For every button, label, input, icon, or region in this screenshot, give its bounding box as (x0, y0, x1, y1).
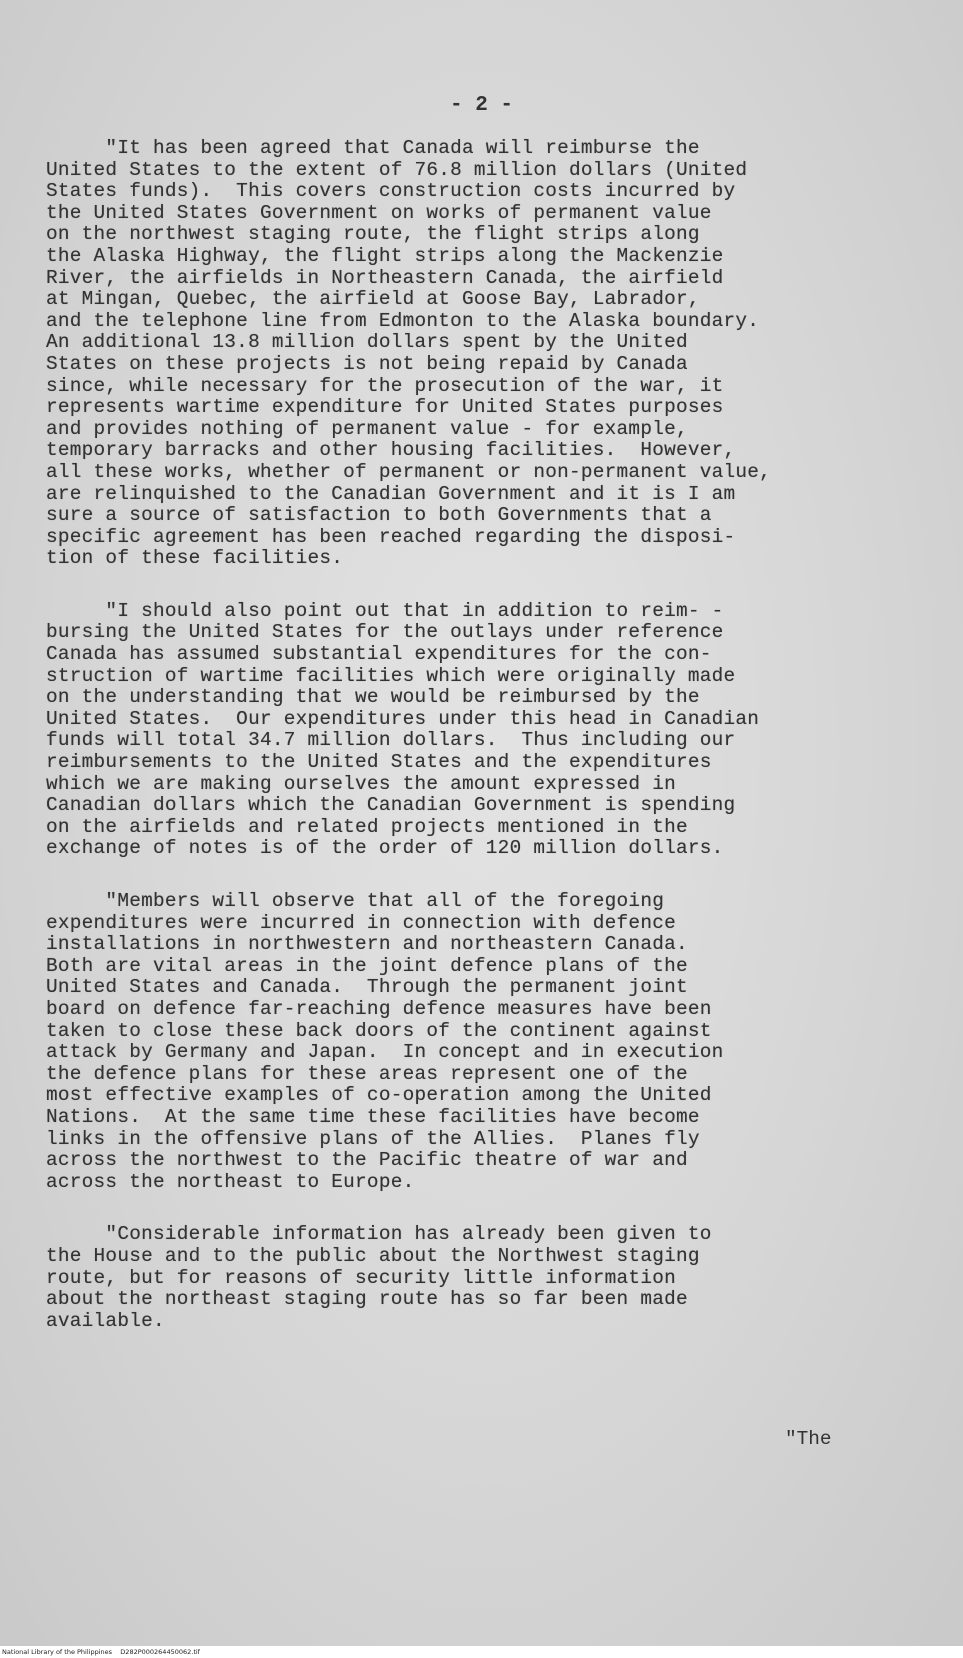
text-line: Nations. At the same time these facilities have become (46, 1105, 700, 1128)
text-line: the defence plans for these areas represent one of the (46, 1062, 688, 1085)
text-line: across the northeast to Europe. (46, 1170, 415, 1193)
text-line: on the understanding that we would be reimbursed by the (46, 686, 700, 709)
text-line: and provides nothing of permanent value - for example, (46, 417, 688, 440)
text-line: specific agreement has been reached regarding the disposi- (46, 525, 736, 548)
text-line: taken to close these back doors of the continent against (46, 1019, 712, 1042)
text-line: attack by Germany and Japan. In concept and in execution (46, 1041, 724, 1064)
text-line: represents wartime expenditure for United States purposes (46, 396, 724, 419)
text-line: at Mingan, Quebec, the airfield at Goose Bay, Labrador, (46, 288, 700, 311)
paragraph-canadian-expenditures (46, 601, 926, 860)
text-line: River, the airfields in Northeastern Canada, the airfield (46, 266, 724, 289)
text-line: sure a source of satisfaction to both Governments that a (46, 504, 712, 527)
text-line: temporary barracks and other housing facilities. However, (46, 439, 736, 462)
text-line: board on defence far-reaching defence measures have been (46, 997, 712, 1020)
text-line: "Considerable information has already been given to (46, 1223, 712, 1246)
text-line: and the telephone line from Edmonton to the Alaska boundary. (46, 309, 760, 332)
paragraph-reimbursement (46, 138, 926, 570)
text-line: "It has been agreed that Canada will reimburse the (46, 137, 700, 159)
text-line: funds will total 34.7 million dollars. Thus including our (46, 729, 736, 752)
text-line: "Members will observe that all of the foregoing (46, 890, 665, 912)
scan-footer (0, 1646, 963, 1658)
text-line: Both are vital areas in the joint defence plans of the (46, 954, 688, 977)
text-line: most effective examples of co-operation among the United (46, 1084, 712, 1107)
paragraph-defence-installations (46, 891, 926, 1193)
text-line: United States to the extent of 76.8 million dollars (United (46, 158, 748, 181)
text-line: Canada has assumed substantial expenditures for the con- (46, 643, 712, 666)
text-line: States funds). This covers construction costs incurred by (46, 180, 736, 203)
document-body (46, 138, 926, 1363)
text-line: installations in northwestern and northeastern Canada. (46, 933, 688, 956)
text-line: United States. Our expenditures under this head in Canadian (46, 707, 760, 730)
page-number: - 2 - (449, 94, 513, 117)
text-line: the Alaska Highway, the flight strips along the Mackenzie (46, 244, 724, 267)
text-line: struction of wartime facilities which were originally made (46, 664, 736, 687)
text-line: route, but for reasons of security little information (46, 1266, 676, 1289)
text-line: States on these projects is not being repaid by Canada (46, 352, 688, 375)
text-line: since, while necessary for the prosecution of the war, it (46, 374, 724, 397)
text-line: United States and Canada. Through the permanent joint (46, 976, 688, 999)
text-line: on the northwest staging route, the flight strips along (46, 223, 700, 246)
text-line: bursing the United States for the outlays under reference (46, 621, 724, 644)
text-line: An additional 13.8 million dollars spent by the United (46, 331, 688, 354)
paragraph-staging-route-information (46, 1224, 926, 1332)
text-line: Canadian dollars which the Canadian Government is spending (46, 794, 736, 817)
footer-library: National Library of the Philippines (2, 1648, 113, 1656)
text-line: links in the offensive plans of the Allies. Planes fly (46, 1127, 700, 1150)
footer-filename: D282P000264450062.tif (120, 1648, 200, 1656)
text-line: tion of these facilities. (46, 547, 344, 570)
text-line: available. (46, 1309, 165, 1332)
continuation-word: "The (785, 1428, 832, 1450)
text-line: exchange of notes is of the order of 120 million dollars. (46, 837, 724, 860)
text-line: the United States Government on works of permanent value (46, 201, 712, 224)
text-line: which we are making ourselves the amount expressed in (46, 772, 676, 795)
text-line: across the northwest to the Pacific theatre of war and (46, 1149, 688, 1172)
text-line: on the airfields and related projects mentioned in the (46, 815, 688, 838)
text-line: are relinquished to the Canadian Government and it is I am (46, 482, 736, 505)
text-line: reimbursements to the United States and the expenditures (46, 751, 712, 774)
text-line: about the northeast staging route has so far been made (46, 1288, 688, 1311)
text-line: all these works, whether of permanent or non-permanent value, (46, 460, 772, 483)
text-line: "I should also point out that in addition to reim- - (46, 599, 724, 622)
text-line: the House and to the public about the Northwest staging (46, 1244, 700, 1267)
text-line: expenditures were incurred in connection with defence (46, 911, 676, 934)
